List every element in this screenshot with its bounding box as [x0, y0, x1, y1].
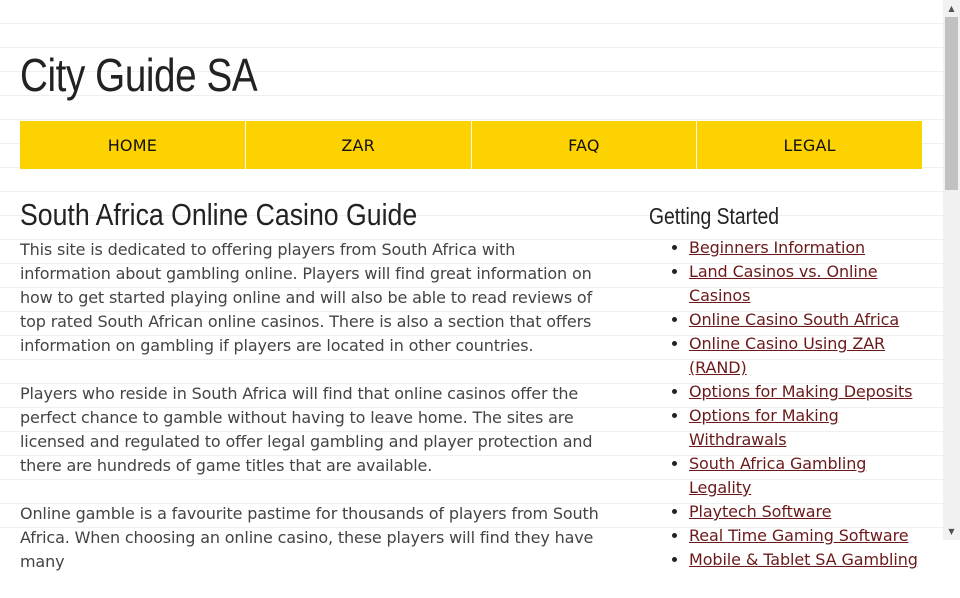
list-item [689, 500, 924, 524]
list-item [689, 524, 924, 548]
sidebar-link-legality[interactable]: South Africa Gambling Legality [689, 454, 867, 497]
main-content [20, 196, 610, 598]
sidebar-link-withdrawals[interactable]: Options for Making Withdrawals [689, 406, 839, 449]
residents-paragraph: Players who reside in South Africa will find that online casinos offer the perfect chance to gamble without having to leave home. The sites are licensed and regulated to offer legal gambling and player protection and there are hundreds of game titles that are available. [20, 384, 593, 475]
sidebar-link-list [649, 236, 924, 572]
nav-item-home[interactable]: HOME [20, 121, 246, 169]
list-item [689, 404, 924, 452]
sidebar-link-mobile[interactable]: Mobile & Tablet SA Gambling [689, 550, 918, 569]
chevron-up-icon[interactable]: ▲ [948, 4, 955, 13]
nav-item-faq[interactable]: FAQ [472, 121, 698, 169]
list-item [689, 308, 924, 332]
list-item [689, 380, 924, 404]
sidebar-link-playtech[interactable]: Playtech Software [689, 502, 832, 521]
pastime-paragraph: Online gamble is a favourite pastime for thousands of players from South Africa. When choosing an online casino, these players will find they have many [20, 504, 599, 571]
intro-paragraph: This site is dedicated to offering players from South Africa with information about gambling online. Players will find great information on how to get started playing online and will also be able to read reviews of top rated South African online casinos. There is also a section that offers information on gambling if players are located in other countries. [20, 240, 593, 355]
sidebar-link-online-casino-sa[interactable]: Online Casino South Africa [689, 310, 900, 329]
sidebar-link-beginners[interactable]: Beginners Information [689, 238, 866, 257]
chevron-down-icon[interactable]: ▼ [948, 527, 955, 536]
sidebar-title: Getting Started [649, 203, 779, 229]
vertical-scrollbar[interactable] [943, 0, 960, 540]
sidebar-link-deposits[interactable]: Options for Making Deposits [689, 382, 913, 401]
list-item [689, 452, 924, 500]
sidebar-link-rtg[interactable]: Real Time Gaming Software [689, 526, 909, 545]
list-item [689, 260, 924, 308]
page-title: South Africa Online Casino Guide [20, 197, 418, 232]
sidebar-link-zar[interactable]: Online Casino Using ZAR (RAND) [689, 334, 886, 377]
page [20, 0, 922, 571]
sidebar [649, 200, 924, 572]
list-item [689, 332, 924, 380]
sidebar-link-land-vs-online[interactable]: Land Casinos vs. Online Casinos [689, 262, 878, 305]
nav-item-zar[interactable]: ZAR [246, 121, 472, 169]
site-title[interactable]: City Guide SA [20, 49, 258, 101]
list-item [689, 548, 924, 572]
list-item [689, 236, 924, 260]
main-nav [20, 121, 922, 169]
nav-item-legal[interactable]: LEGAL [783, 135, 836, 155]
scrollbar-thumb[interactable] [945, 17, 958, 190]
